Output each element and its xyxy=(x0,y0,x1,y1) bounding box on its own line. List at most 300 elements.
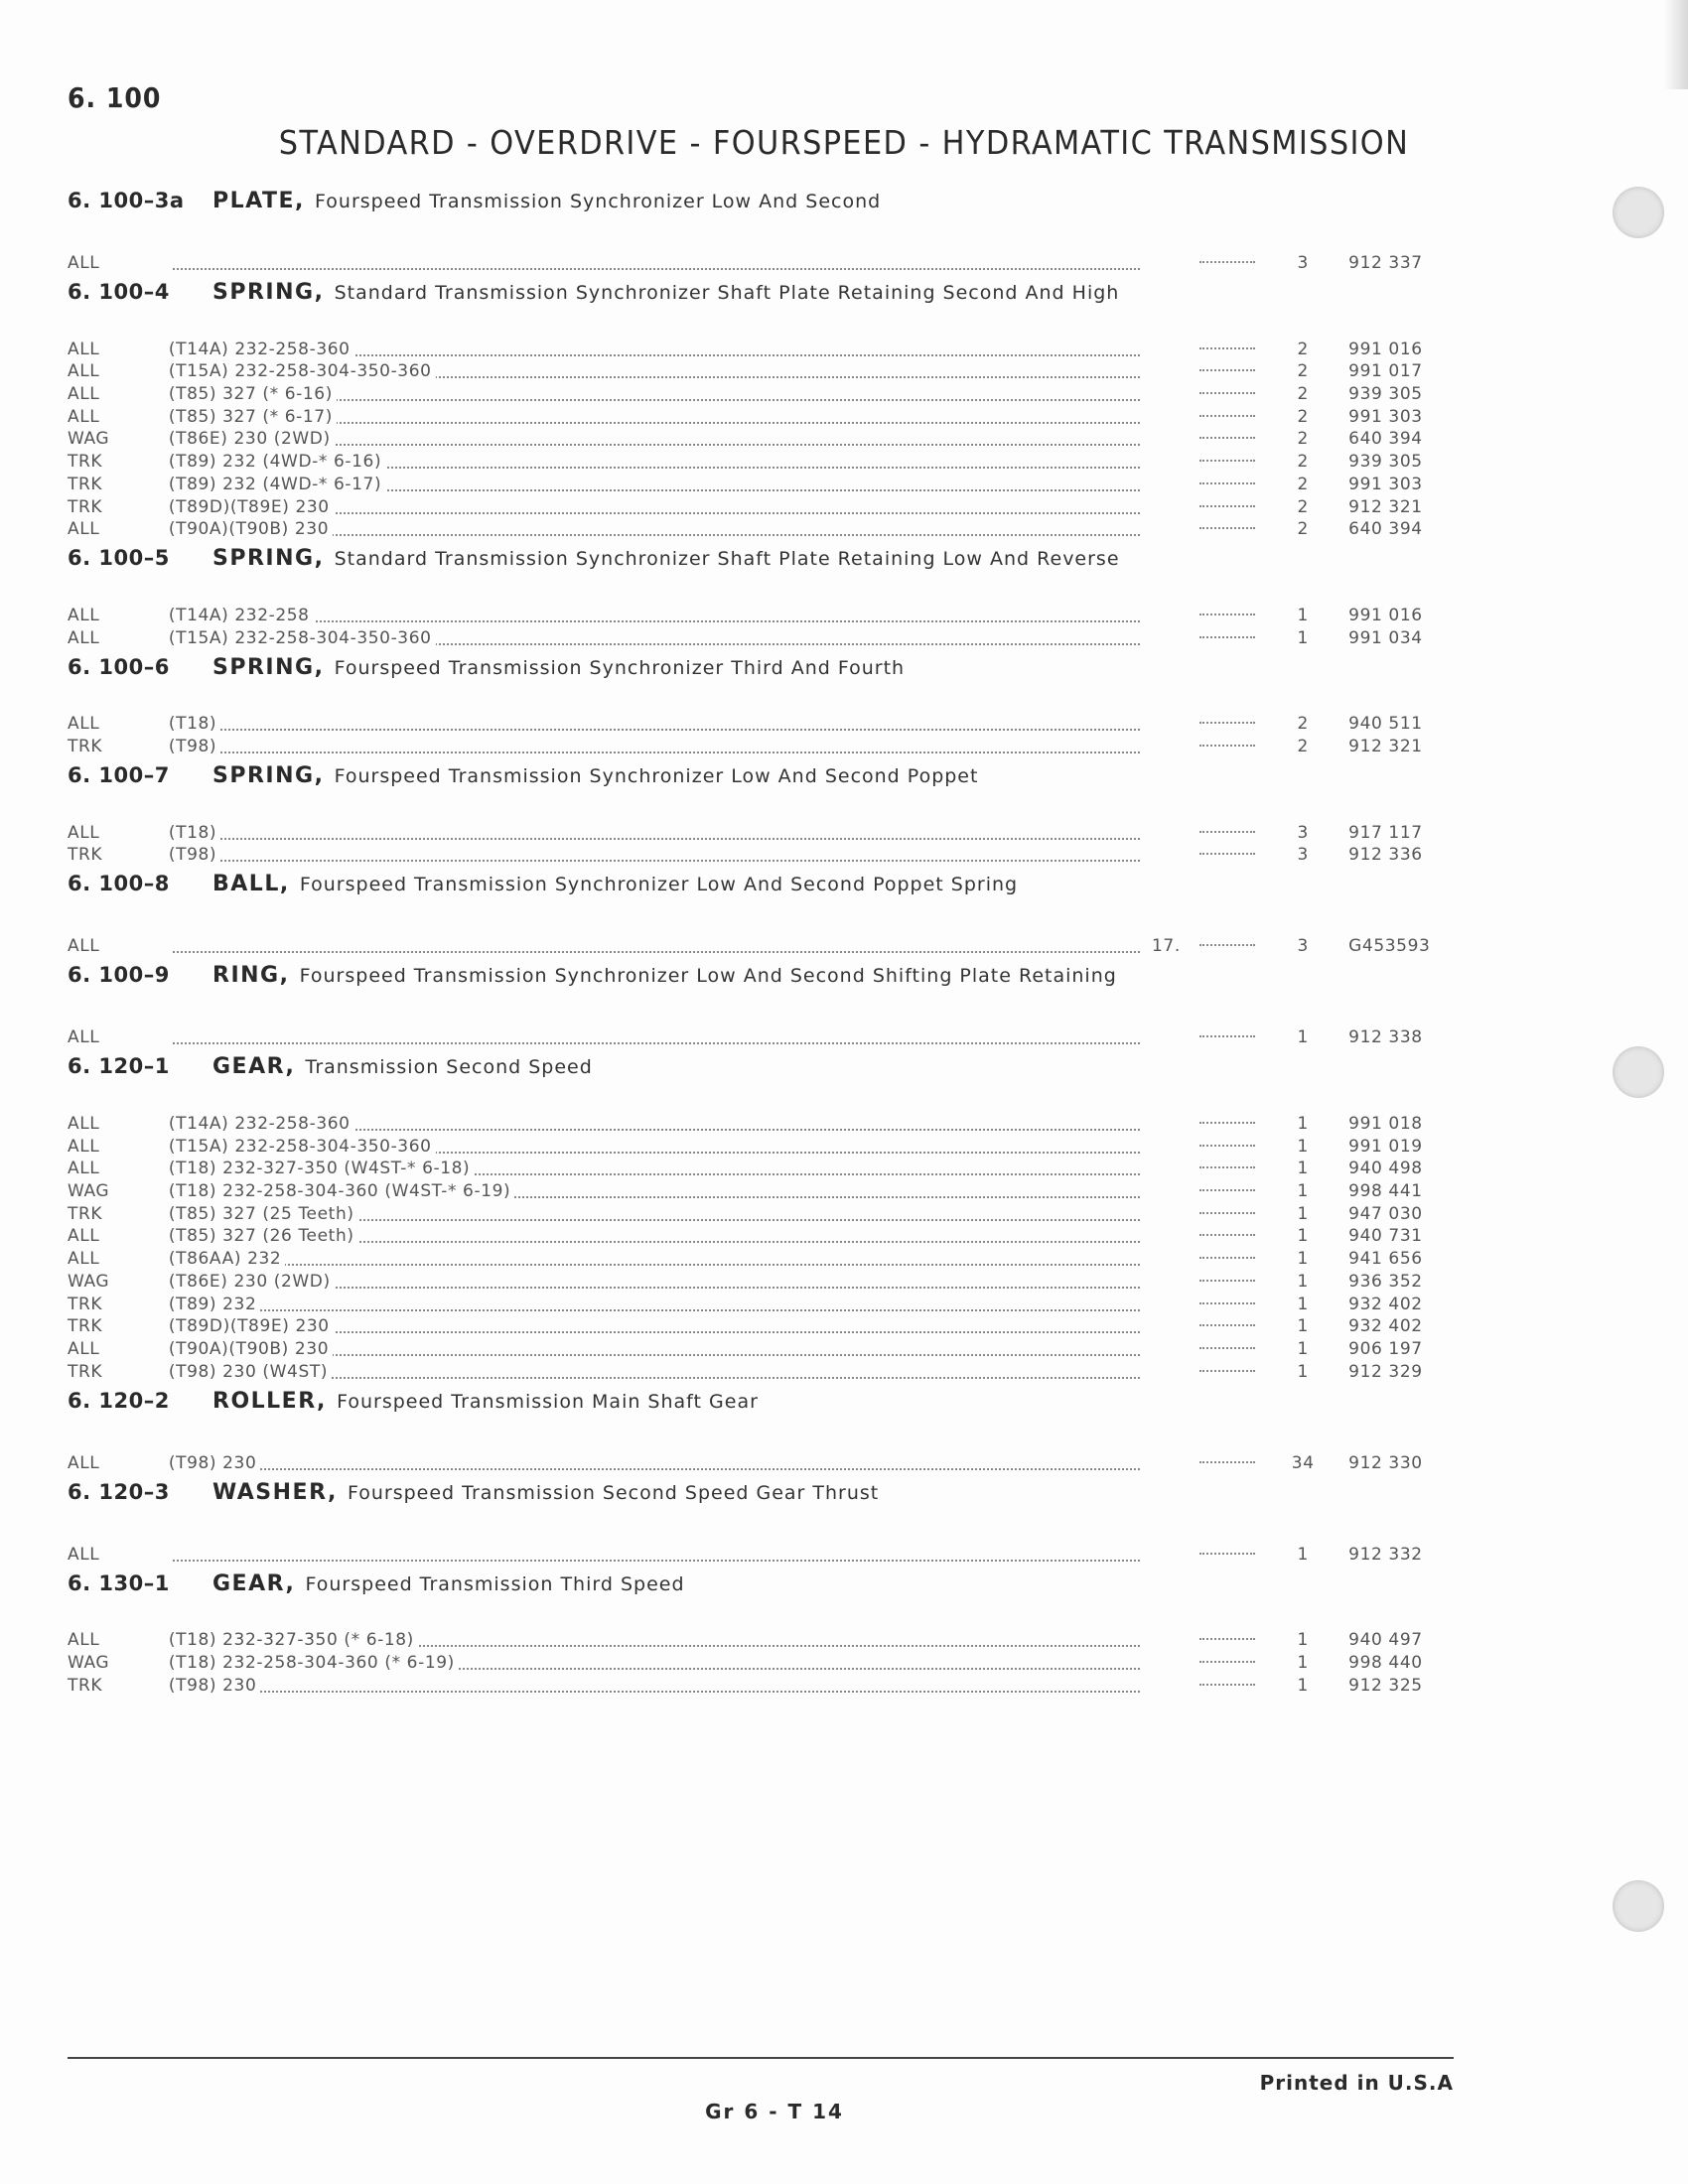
page-title: STANDARD - OVERDRIVE - FOURSPEED - HYDRAMATIC TRANSMISSION xyxy=(278,123,1410,162)
quantity: 2 xyxy=(1297,736,1309,756)
dot-leader-line xyxy=(1199,261,1255,263)
quantity: 2 xyxy=(1297,519,1309,540)
model-text: (T90A)(T90B) 230 xyxy=(169,1339,333,1359)
model-text: (T89D)(T89E) 230 xyxy=(169,1316,334,1336)
model-applicability xyxy=(169,1545,1141,1565)
dot-leader xyxy=(1192,729,1263,751)
model-applicability xyxy=(169,407,1141,427)
application-code: WAG xyxy=(68,1181,110,1202)
part-description: Standard Transmission Synchronizer Shaft Plate Retaining Second And High xyxy=(334,282,1120,304)
dot-leader xyxy=(1192,1287,1263,1309)
dot-leader-line xyxy=(1199,1280,1255,1282)
dot-leader xyxy=(169,838,1141,840)
application-code: ALL xyxy=(68,519,100,540)
part-number: 912 329 xyxy=(1348,1361,1423,1382)
model-text: (T98) xyxy=(169,845,220,865)
dot-leader xyxy=(1192,620,1263,643)
dot-leader xyxy=(1192,1354,1263,1377)
dot-leader-line xyxy=(1199,1661,1255,1663)
dot-leader-line xyxy=(1199,460,1255,462)
part-description: Standard Transmission Synchronizer Shaft Plate Retaining Low And Reverse xyxy=(334,548,1120,571)
model-text xyxy=(169,1027,173,1047)
spacer xyxy=(295,1058,305,1077)
dot-leader-line xyxy=(1199,1638,1255,1640)
model-applicability xyxy=(169,1249,1141,1269)
application-code: ALL xyxy=(68,1226,100,1247)
section-rows xyxy=(68,1106,1458,1382)
quantity: 3 xyxy=(1297,936,1309,957)
section-header xyxy=(68,189,1458,222)
part-number: 936 352 xyxy=(1348,1271,1423,1292)
dot-leader-line xyxy=(1199,1302,1255,1304)
part-number: 947 030 xyxy=(1348,1203,1423,1224)
spacer xyxy=(327,1393,337,1412)
model-applicability xyxy=(169,1159,1141,1178)
parts-section xyxy=(68,1054,1458,1382)
quantity: 3 xyxy=(1297,253,1309,273)
model-text: (T18) 232-258-304-360 (W4ST-* 6-19) xyxy=(169,1181,514,1201)
dot-leader-line xyxy=(1199,853,1255,855)
dot-leader xyxy=(1192,838,1263,861)
part-description: Fourspeed Transmission Synchronizer Third And Fourth xyxy=(334,656,906,679)
application-code: WAG xyxy=(68,429,110,450)
model-applicability xyxy=(169,497,1141,517)
model-text: (T15A) 232-258-304-350-360 xyxy=(169,1137,436,1157)
application-code: ALL xyxy=(68,384,100,405)
dot-leader xyxy=(1192,598,1263,620)
model-text: (T85) 327 (* 6-16) xyxy=(169,384,337,404)
dot-leader xyxy=(1192,815,1263,838)
model-applicability xyxy=(169,628,1141,648)
dot-leader xyxy=(1192,1129,1263,1152)
model-text: (T18) 232-327-350 (W4ST-* 6-18) xyxy=(169,1159,474,1178)
dot-leader-line xyxy=(1199,745,1255,747)
parts-section xyxy=(68,1388,1458,1473)
dot-leader xyxy=(1192,399,1263,422)
quantity: 34 xyxy=(1291,1452,1315,1473)
dot-leader xyxy=(1192,1623,1263,1646)
section-rows xyxy=(68,1440,1458,1473)
parts-section xyxy=(68,872,1458,957)
application-code: ALL xyxy=(68,822,100,843)
model-text: (T14A) 232-258-360 xyxy=(169,1114,354,1134)
dot-leader xyxy=(1192,1173,1263,1196)
parts-list xyxy=(68,189,1458,1703)
part-number: 912 338 xyxy=(1348,1027,1423,1048)
printed-note: Printed in U.S.A xyxy=(1259,2071,1454,2095)
section-rows xyxy=(68,240,1458,273)
dot-leader-line xyxy=(1199,722,1255,724)
part-description: Fourspeed Transmission Synchronizer Low And Second Poppet Spring xyxy=(299,874,1019,896)
section-header xyxy=(68,1389,1458,1423)
parts-section xyxy=(68,189,1458,273)
application-code: ALL xyxy=(68,936,100,957)
group-page-code: Gr 6 - T 14 xyxy=(705,2100,844,2123)
dot-leader-line xyxy=(1199,831,1255,833)
part-number: 991 034 xyxy=(1348,627,1423,648)
spacer xyxy=(324,550,334,569)
application-code: TRK xyxy=(68,736,103,756)
quantity: 1 xyxy=(1297,1114,1309,1134)
dot-leader-line xyxy=(1199,636,1255,638)
table-row xyxy=(68,1440,1458,1473)
quantity: 1 xyxy=(1297,1675,1309,1696)
part-number: 912 336 xyxy=(1348,845,1423,866)
dot-leader xyxy=(1192,512,1263,535)
model-applicability xyxy=(169,1630,1141,1650)
parts-section xyxy=(68,1479,1458,1565)
parts-section xyxy=(68,546,1458,648)
quantity: 1 xyxy=(1297,1361,1309,1382)
dot-leader xyxy=(169,1264,1141,1266)
dot-leader xyxy=(1192,1532,1263,1560)
section-code: 6. 100–7 xyxy=(68,762,170,787)
model-applicability xyxy=(169,519,1141,539)
application-code: TRK xyxy=(68,1316,103,1337)
quantity: 2 xyxy=(1297,384,1309,405)
part-number: 991 303 xyxy=(1348,406,1423,427)
application-code: ALL xyxy=(68,253,100,273)
model-text xyxy=(169,936,173,956)
part-number: 939 305 xyxy=(1348,452,1423,473)
section-rows xyxy=(68,1015,1458,1048)
quantity: 2 xyxy=(1297,339,1309,359)
model-text: (T14A) 232-258 xyxy=(169,606,314,625)
section-rows xyxy=(68,1532,1458,1565)
model-text: (T98) 230 (W4ST) xyxy=(169,1362,332,1382)
model-applicability xyxy=(169,737,1141,756)
dot-leader-line xyxy=(1199,1347,1255,1349)
parts-section xyxy=(68,654,1458,756)
model-text: (T86AA) 232 xyxy=(169,1249,285,1269)
dot-leader xyxy=(1192,1668,1263,1691)
part-description: Fourspeed Transmission Synchronizer Low And Second xyxy=(315,191,882,212)
section-code: 6. 100–9 xyxy=(68,963,170,988)
dot-leader xyxy=(1192,422,1263,445)
dot-leader xyxy=(169,1468,1141,1470)
binder-hole xyxy=(1613,187,1664,238)
spacer xyxy=(324,767,334,786)
quantity: 3 xyxy=(1297,822,1309,843)
spacer xyxy=(338,1484,348,1503)
dot-leader xyxy=(1192,1309,1263,1332)
part-number: 991 019 xyxy=(1348,1136,1423,1157)
application-code: ALL xyxy=(68,605,100,625)
model-text: (T89D)(T89E) 230 xyxy=(169,497,334,517)
part-number: 991 016 xyxy=(1348,339,1423,359)
application-code: ALL xyxy=(68,1159,100,1179)
application-code: ALL xyxy=(68,1114,100,1134)
model-applicability xyxy=(169,429,1141,449)
dot-leader-line xyxy=(1199,505,1255,507)
spacer xyxy=(324,659,334,678)
part-name: GEAR, xyxy=(212,1054,296,1080)
quantity: 1 xyxy=(1297,1630,1309,1651)
dot-leader xyxy=(1192,240,1263,268)
application-code: ALL xyxy=(68,1452,100,1473)
spacer xyxy=(289,967,299,986)
dot-leader-line xyxy=(1199,1189,1255,1191)
model-applicability xyxy=(169,1362,1141,1382)
table-row xyxy=(68,598,1458,625)
model-applicability xyxy=(169,823,1141,843)
quantity: 1 xyxy=(1297,605,1309,625)
dot-leader xyxy=(1192,923,1263,951)
model-applicability xyxy=(169,1676,1141,1696)
dot-leader-line xyxy=(1199,1122,1255,1124)
model-text: (T14A) 232-258-360 xyxy=(169,340,354,359)
model-applicability xyxy=(169,1272,1141,1292)
part-description: Fourspeed Transmission Third Speed xyxy=(305,1572,685,1595)
model-text: (T89) 232 (4WD-* 6-17) xyxy=(169,475,385,494)
dot-leader xyxy=(1192,1152,1263,1174)
model-applicability xyxy=(169,1295,1141,1314)
binder-hole xyxy=(1613,1046,1664,1098)
part-description: Fourspeed Transmission Synchronizer Low And Second Poppet xyxy=(334,764,979,787)
application-code: TRK xyxy=(68,452,103,473)
application-code: ALL xyxy=(68,1249,100,1270)
section-code: 6. 100–3a xyxy=(68,189,185,212)
section-code: 6. 120–1 xyxy=(68,1054,170,1079)
model-text: (T98) 230 xyxy=(169,1453,261,1473)
table-row xyxy=(68,332,1458,359)
part-number: 912 332 xyxy=(1348,1544,1423,1565)
part-number: 991 303 xyxy=(1348,474,1423,494)
model-text: (T89) 232 xyxy=(169,1295,261,1314)
section-code: 6. 100–5 xyxy=(68,546,170,571)
quantity: 2 xyxy=(1297,452,1309,473)
dot-leader-line xyxy=(1199,437,1255,439)
model-applicability xyxy=(169,1137,1141,1157)
spacer xyxy=(295,1575,305,1594)
section-code: 6. 120–2 xyxy=(68,1388,170,1413)
part-number: 912 330 xyxy=(1348,1452,1423,1473)
dot-leader-line xyxy=(1199,944,1255,946)
part-number: 912 337 xyxy=(1348,253,1423,273)
dot-leader xyxy=(169,860,1141,862)
model-text: (T85) 327 (* 6-17) xyxy=(169,407,337,427)
application-code: TRK xyxy=(68,1294,103,1314)
part-name: SPRING, xyxy=(212,546,325,572)
part-number: 991 016 xyxy=(1348,605,1423,625)
model-applicability xyxy=(169,384,1141,404)
section-rows xyxy=(68,707,1458,756)
application-code: ALL xyxy=(68,714,100,735)
model-applicability xyxy=(169,606,1141,625)
model-applicability xyxy=(169,1114,1141,1134)
dot-leader xyxy=(1192,1015,1263,1042)
model-applicability xyxy=(169,1181,1141,1201)
application-code: ALL xyxy=(68,627,100,648)
dot-leader-line xyxy=(1199,369,1255,371)
footer-divider xyxy=(68,2057,1454,2059)
model-applicability xyxy=(169,452,1141,472)
quantity: 1 xyxy=(1297,1159,1309,1179)
model-text: (T98) 230 xyxy=(169,1676,261,1696)
dot-leader-line xyxy=(1199,527,1255,529)
model-text: (T98) xyxy=(169,737,220,756)
spacer xyxy=(290,876,300,894)
model-applicability xyxy=(169,475,1141,494)
dot-leader-line xyxy=(1199,1145,1255,1147)
part-number: 912 325 xyxy=(1348,1675,1423,1696)
quantity: 2 xyxy=(1297,429,1309,450)
part-number: 640 394 xyxy=(1348,519,1423,540)
dot-leader-line xyxy=(1199,1461,1255,1463)
application-code: ALL xyxy=(68,361,100,382)
quantity: 1 xyxy=(1297,1338,1309,1359)
application-code: TRK xyxy=(68,474,103,494)
part-description: Fourspeed Transmission Synchronizer Low And Second Shifting Plate Retaining xyxy=(299,965,1117,988)
part-name: WASHER, xyxy=(212,1479,338,1505)
model-text: (T86E) 230 (2WD) xyxy=(169,1272,335,1292)
application-code: TRK xyxy=(68,1361,103,1382)
section-rows xyxy=(68,923,1458,957)
dot-leader xyxy=(169,1560,1141,1562)
part-number: 991 018 xyxy=(1348,1114,1423,1134)
section-header xyxy=(68,963,1458,997)
quantity: 1 xyxy=(1297,1226,1309,1247)
part-number: 991 017 xyxy=(1348,361,1423,382)
dot-leader xyxy=(169,1691,1141,1693)
section-header xyxy=(68,655,1458,689)
part-number: 940 731 xyxy=(1348,1226,1423,1247)
quantity: 1 xyxy=(1297,1294,1309,1314)
quantity: 2 xyxy=(1297,361,1309,382)
section-code: 6. 100–4 xyxy=(68,280,170,304)
model-text: (T18) 232-327-350 (* 6-18) xyxy=(169,1630,418,1650)
model-text: (T18) 232-258-304-360 (* 6-19) xyxy=(169,1653,459,1673)
quantity: 3 xyxy=(1297,845,1309,866)
model-applicability xyxy=(169,361,1141,381)
table-row xyxy=(68,1623,1458,1651)
part-name: SPRING, xyxy=(212,654,325,680)
model-applicability xyxy=(169,714,1141,734)
table-row xyxy=(68,1532,1458,1565)
part-number: 640 394 xyxy=(1348,429,1423,450)
application-code: TRK xyxy=(68,1203,103,1224)
model-applicability xyxy=(169,845,1141,865)
part-number: 912 321 xyxy=(1348,496,1423,517)
quantity: 1 xyxy=(1297,1027,1309,1048)
dot-leader xyxy=(169,268,1141,270)
section-rows xyxy=(68,815,1458,866)
model-text: (T15A) 232-258-304-350-360 xyxy=(169,628,436,648)
section-header xyxy=(68,1571,1458,1605)
part-description: Fourspeed Transmission Main Shaft Gear xyxy=(337,1390,759,1413)
part-number: 917 117 xyxy=(1348,822,1423,843)
model-text: (T85) 327 (26 Teeth) xyxy=(169,1226,358,1246)
quantity: 2 xyxy=(1297,714,1309,735)
illustration-ref: 17. xyxy=(1151,936,1181,957)
part-name: SPRING, xyxy=(212,762,325,788)
dot-leader-line xyxy=(1199,1324,1255,1326)
binder-hole xyxy=(1613,1880,1664,1932)
dot-leader-line xyxy=(1199,1684,1255,1686)
model-applicability xyxy=(169,1339,1141,1359)
table-row xyxy=(68,1015,1458,1048)
quantity: 1 xyxy=(1297,1181,1309,1202)
part-number: 940 498 xyxy=(1348,1159,1423,1179)
dot-leader xyxy=(1192,332,1263,354)
spacer xyxy=(305,193,315,211)
part-description: Transmission Second Speed xyxy=(305,1056,593,1079)
dot-leader xyxy=(1192,1106,1263,1129)
model-applicability xyxy=(169,1226,1141,1246)
section-code: 6. 100–6 xyxy=(68,654,170,679)
part-name: ROLLER, xyxy=(212,1388,327,1414)
dot-leader xyxy=(1192,707,1263,730)
dot-leader-line xyxy=(1199,1212,1255,1214)
section-code: 6. 130–1 xyxy=(68,1570,170,1595)
dot-leader xyxy=(1192,467,1263,489)
section-header xyxy=(68,1054,1458,1088)
part-name: GEAR, xyxy=(212,1570,296,1596)
parts-section xyxy=(68,963,1458,1048)
part-number: 998 441 xyxy=(1348,1181,1423,1202)
section-rows xyxy=(68,332,1458,540)
part-number: 912 321 xyxy=(1348,736,1423,756)
dot-leader xyxy=(1192,1331,1263,1354)
dot-leader xyxy=(1192,1440,1263,1468)
dot-leader xyxy=(1192,1241,1263,1264)
model-text xyxy=(169,253,173,273)
application-code: ALL xyxy=(68,406,100,427)
application-code: WAG xyxy=(68,1652,110,1673)
model-applicability xyxy=(169,936,1141,956)
dot-leader xyxy=(1192,1219,1263,1242)
page-corner-shadow xyxy=(1664,0,1688,89)
parts-section xyxy=(68,762,1458,866)
model-applicability xyxy=(169,1204,1141,1224)
model-applicability xyxy=(169,1653,1141,1673)
section-rows xyxy=(68,1623,1458,1696)
dot-leader xyxy=(1192,354,1263,377)
table-row xyxy=(68,240,1458,273)
parts-section xyxy=(68,1570,1458,1696)
dot-leader xyxy=(169,1042,1141,1044)
application-code: ALL xyxy=(68,1544,100,1565)
part-name: SPRING, xyxy=(212,280,325,305)
dot-leader xyxy=(169,729,1141,731)
model-text: (T89) 232 (4WD-* 6-16) xyxy=(169,452,385,472)
section-header xyxy=(68,763,1458,797)
quantity: 1 xyxy=(1297,1249,1309,1270)
dot-leader xyxy=(1192,1645,1263,1668)
dot-leader-line xyxy=(1199,482,1255,484)
quantity: 2 xyxy=(1297,406,1309,427)
model-text: (T90A)(T90B) 230 xyxy=(169,519,333,539)
quantity: 2 xyxy=(1297,474,1309,494)
table-row xyxy=(68,815,1458,843)
application-code: ALL xyxy=(68,339,100,359)
dot-leader xyxy=(169,1309,1141,1311)
quantity: 1 xyxy=(1297,627,1309,648)
quantity: 2 xyxy=(1297,496,1309,517)
part-name: BALL, xyxy=(212,872,290,897)
model-applicability xyxy=(169,253,1141,273)
application-code: TRK xyxy=(68,845,103,866)
dot-leader xyxy=(1192,376,1263,399)
quantity: 1 xyxy=(1297,1136,1309,1157)
section-rows xyxy=(68,598,1458,648)
part-number: 940 497 xyxy=(1348,1630,1423,1651)
part-number: 998 440 xyxy=(1348,1652,1423,1673)
dot-leader-line xyxy=(1199,614,1255,615)
spacer xyxy=(324,284,334,303)
section-header xyxy=(68,546,1458,580)
application-code: WAG xyxy=(68,1271,110,1292)
